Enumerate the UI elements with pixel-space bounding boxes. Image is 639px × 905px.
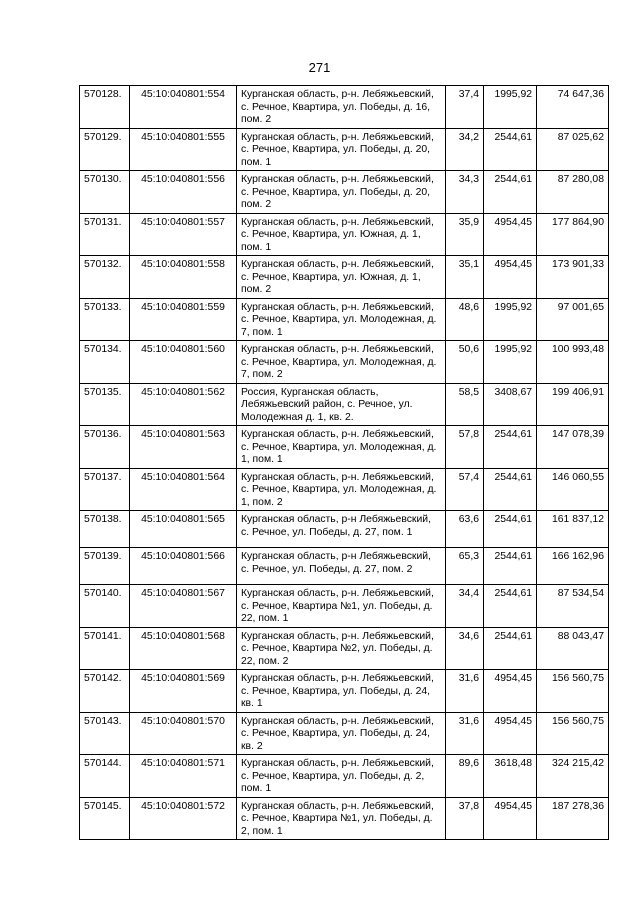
area-cell: 65,3 [446, 548, 484, 585]
rate-cell: 2544,61 [484, 468, 537, 511]
address-cell: Курганская область, р-н. Лебяжьевский, с. Речное, Квартира, ул. Победы, д. 16, пом. 2 [237, 86, 446, 129]
area-cell: 31,6 [446, 712, 484, 755]
cadastral-value-cell: 87 534,54 [537, 585, 609, 628]
area-cell: 50,6 [446, 341, 484, 384]
address-cell: Россия, Курганская область, Лебяжьевский район, с. Речное, ул. Молодежная д. 1, кв. 2. [237, 383, 446, 426]
address-cell: Курганская область, р-н. Лебяжьевский, с. Речное, Квартира, ул. Молодежная, д. 7, пом. 2 [237, 341, 446, 384]
row-number-cell: 570140. [80, 585, 130, 628]
row-number-cell: 570133. [80, 298, 130, 341]
table-row [80, 86, 609, 129]
cadastral-number-cell: 45:10:040801:563 [130, 426, 237, 469]
row-number-cell: 570141. [80, 627, 130, 670]
address-cell: Курганская область, р-н. Лебяжьевский, с. Речное, Квартира, ул. Молодежная, д. 1, пом. 1 [237, 426, 446, 469]
address-cell: Курганская область, р-н. Лебяжьевский, с. Речное, Квартира №2, ул. Победы, д. 22, пом. 2 [237, 627, 446, 670]
area-cell: 34,4 [446, 585, 484, 628]
table-row [80, 468, 609, 511]
cadastral-number-cell: 45:10:040801:556 [130, 171, 237, 214]
area-cell: 89,6 [446, 755, 484, 798]
rate-cell: 3408,67 [484, 383, 537, 426]
row-number-cell: 570132. [80, 256, 130, 299]
table-row [80, 585, 609, 628]
rate-cell: 3618,48 [484, 755, 537, 798]
row-number-cell: 570137. [80, 468, 130, 511]
cadastral-value-cell: 156 560,75 [537, 712, 609, 755]
address-cell: Курганская область, р-н. Лебяжьевский, с. Речное, Квартира №1, ул. Победы, д. 22, пом. 1 [237, 585, 446, 628]
cadastral-value-cell: 156 560,75 [537, 670, 609, 713]
address-cell: Курганская область, р-н Лебяжьевский, с. Речное, ул. Победы, д. 27, пом. 2 [237, 548, 446, 585]
address-cell: Курганская область, р-н Лебяжьевский, с. Речное, ул. Победы, д. 27, пом. 1 [237, 511, 446, 548]
address-cell: Курганская область, р-н. Лебяжьевский, с. Речное, Квартира, ул. Победы, д. 20, пом. 2 [237, 171, 446, 214]
address-cell: Курганская область, р-н. Лебяжьевский, с. Речное, Квартира, ул. Южная, д. 1, пом. 2 [237, 256, 446, 299]
table-row [80, 511, 609, 548]
address-cell: Курганская область, р-н. Лебяжьевский, с. Речное, Квартира, ул. Южная, д. 1, пом. 1 [237, 213, 446, 256]
area-cell: 57,4 [446, 468, 484, 511]
address-cell: Курганская область, р-н. Лебяжьевский, с. Речное, Квартира, ул. Молодежная, д. 1, пом. 2 [237, 468, 446, 511]
cadastral-value-cell: 199 406,91 [537, 383, 609, 426]
table-row [80, 256, 609, 299]
table-row [80, 755, 609, 798]
table-row [80, 797, 609, 840]
area-cell: 34,2 [446, 128, 484, 171]
table-row [80, 627, 609, 670]
cadastral-number-cell: 45:10:040801:562 [130, 383, 237, 426]
cadastral-number-cell: 45:10:040801:566 [130, 548, 237, 585]
row-number-cell: 570139. [80, 548, 130, 585]
row-number-cell: 570136. [80, 426, 130, 469]
table-row [80, 213, 609, 256]
address-cell: Курганская область, р-н. Лебяжьевский, с. Речное, Квартира, ул. Победы, д. 24, кв. 2 [237, 712, 446, 755]
rate-cell: 1995,92 [484, 298, 537, 341]
cadastral-value-cell: 88 043,47 [537, 627, 609, 670]
area-cell: 35,1 [446, 256, 484, 299]
rate-cell: 2544,61 [484, 171, 537, 214]
table-row [80, 341, 609, 384]
address-cell: Курганская область, р-н. Лебяжьевский, с. Речное, Квартира, ул. Победы, д. 2, пом. 1 [237, 755, 446, 798]
rate-cell: 2544,61 [484, 426, 537, 469]
cadastral-value-cell: 173 901,33 [537, 256, 609, 299]
area-cell: 34,6 [446, 627, 484, 670]
area-cell: 63,6 [446, 511, 484, 548]
area-cell: 57,8 [446, 426, 484, 469]
cadastral-number-cell: 45:10:040801:572 [130, 797, 237, 840]
table-row [80, 298, 609, 341]
cadastral-number-cell: 45:10:040801:558 [130, 256, 237, 299]
address-cell: Курганская область, р-н. Лебяжьевский, с. Речное, Квартира №1, ул. Победы, д. 2, пом. 1 [237, 797, 446, 840]
cadastral-value-cell: 147 078,39 [537, 426, 609, 469]
cadastral-number-cell: 45:10:040801:555 [130, 128, 237, 171]
area-cell: 34,3 [446, 171, 484, 214]
cadastral-value-cell: 87 280,08 [537, 171, 609, 214]
row-number-cell: 570131. [80, 213, 130, 256]
rate-cell: 2544,61 [484, 585, 537, 628]
cadastral-number-cell: 45:10:040801:571 [130, 755, 237, 798]
rate-cell: 2544,61 [484, 548, 537, 585]
rate-cell: 4954,45 [484, 213, 537, 256]
address-cell: Курганская область, р-н. Лебяжьевский, с. Речное, Квартира, ул. Молодежная, д. 7, пом. 1 [237, 298, 446, 341]
cadastral-number-cell: 45:10:040801:568 [130, 627, 237, 670]
row-number-cell: 570144. [80, 755, 130, 798]
area-cell: 37,4 [446, 86, 484, 129]
cadastral-number-cell: 45:10:040801:569 [130, 670, 237, 713]
row-number-cell: 570135. [80, 383, 130, 426]
row-number-cell: 570128. [80, 86, 130, 129]
rate-cell: 1995,92 [484, 86, 537, 129]
address-cell: Курганская область, р-н. Лебяжьевский, с. Речное, Квартира, ул. Победы, д. 24, кв. 1 [237, 670, 446, 713]
row-number-cell: 570130. [80, 171, 130, 214]
table-row [80, 712, 609, 755]
cadastral-value-cell: 177 864,90 [537, 213, 609, 256]
rate-cell: 4954,45 [484, 712, 537, 755]
rate-cell: 4954,45 [484, 797, 537, 840]
cadastral-number-cell: 45:10:040801:570 [130, 712, 237, 755]
cadastral-value-cell: 324 215,42 [537, 755, 609, 798]
rate-cell: 2544,61 [484, 128, 537, 171]
cadastral-value-cell: 161 837,12 [537, 511, 609, 548]
rate-cell: 1995,92 [484, 341, 537, 384]
row-number-cell: 570138. [80, 511, 130, 548]
table-row [80, 548, 609, 585]
rate-cell: 2544,61 [484, 627, 537, 670]
table-row [80, 383, 609, 426]
cadastral-value-cell: 74 647,36 [537, 86, 609, 129]
row-number-cell: 570129. [80, 128, 130, 171]
cadastral-value-table [79, 85, 609, 840]
row-number-cell: 570145. [80, 797, 130, 840]
rate-cell: 2544,61 [484, 511, 537, 548]
cadastral-value-cell: 146 060,55 [537, 468, 609, 511]
cadastral-value-cell: 97 001,65 [537, 298, 609, 341]
area-cell: 58,5 [446, 383, 484, 426]
row-number-cell: 570143. [80, 712, 130, 755]
cadastral-value-cell: 100 993,48 [537, 341, 609, 384]
area-cell: 37,8 [446, 797, 484, 840]
rate-cell: 4954,45 [484, 256, 537, 299]
row-number-cell: 570142. [80, 670, 130, 713]
cadastral-value-cell: 87 025,62 [537, 128, 609, 171]
table-row [80, 128, 609, 171]
area-cell: 31,6 [446, 670, 484, 713]
cadastral-number-cell: 45:10:040801:567 [130, 585, 237, 628]
page-number: 271 [308, 60, 331, 75]
cadastral-number-cell: 45:10:040801:559 [130, 298, 237, 341]
address-cell: Курганская область, р-н. Лебяжьевский, с. Речное, Квартира, ул. Победы, д. 20, пом. 1 [237, 128, 446, 171]
table-row [80, 670, 609, 713]
row-number-cell: 570134. [80, 341, 130, 384]
cadastral-number-cell: 45:10:040801:554 [130, 86, 237, 129]
cadastral-number-cell: 45:10:040801:564 [130, 468, 237, 511]
area-cell: 48,6 [446, 298, 484, 341]
cadastral-value-cell: 166 162,96 [537, 548, 609, 585]
cadastral-number-cell: 45:10:040801:565 [130, 511, 237, 548]
table-row [80, 426, 609, 469]
rate-cell: 4954,45 [484, 670, 537, 713]
area-cell: 35,9 [446, 213, 484, 256]
cadastral-number-cell: 45:10:040801:557 [130, 213, 237, 256]
table-row [80, 171, 609, 214]
cadastral-value-cell: 187 278,36 [537, 797, 609, 840]
cadastral-number-cell: 45:10:040801:560 [130, 341, 237, 384]
